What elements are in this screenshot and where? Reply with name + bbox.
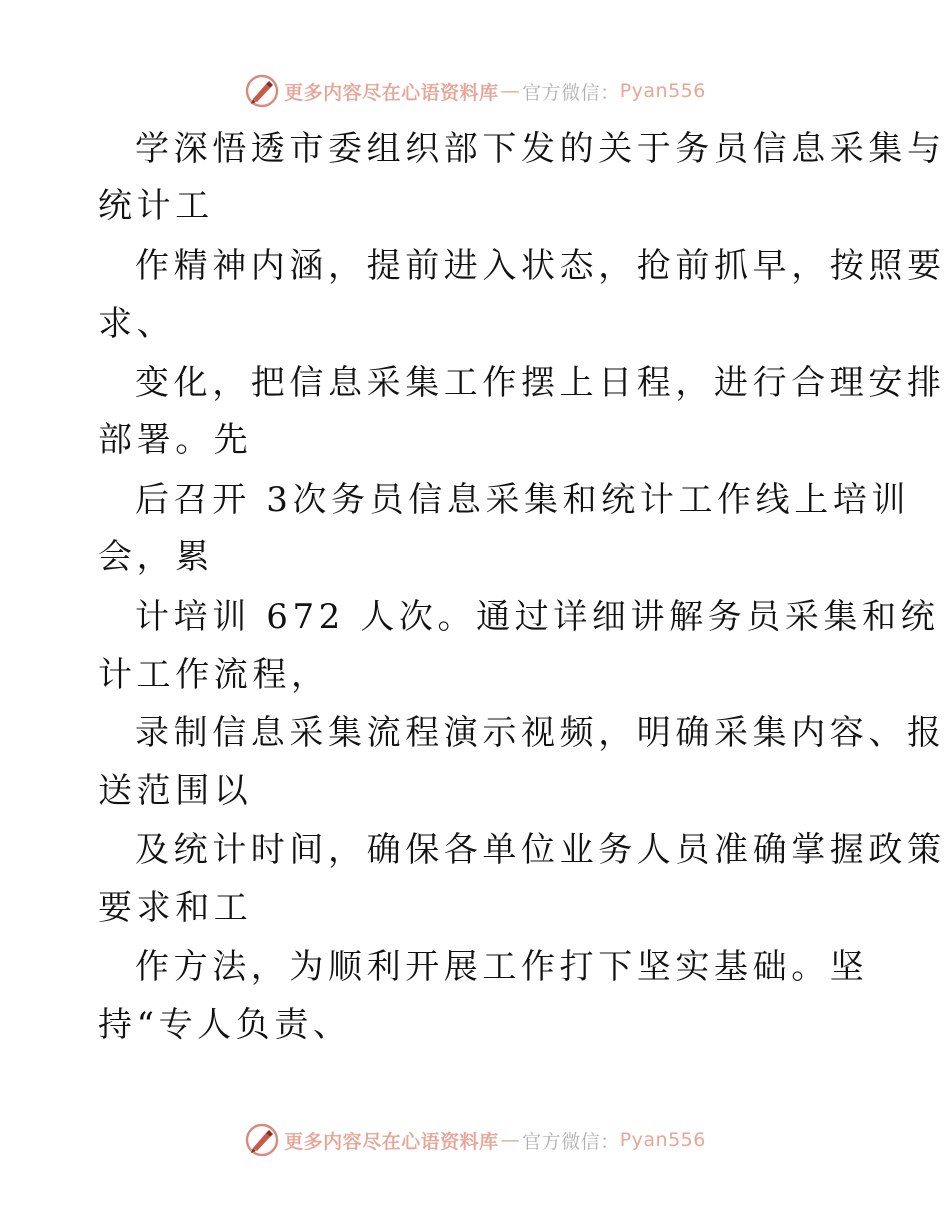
body-line: 作方法，为顺利开展工作打下坚实基础。坚: [135, 947, 869, 987]
watermark-wechat-id: Pyan556: [619, 1129, 706, 1151]
watermark-label: 官方微信：: [522, 81, 620, 104]
watermark-dash: —: [500, 1129, 521, 1151]
body-line: 会，累: [98, 537, 214, 577]
body-line: 后召开 3次务员信息采集和统计工作线上培训: [135, 480, 911, 520]
body-line: 计培训 672 人次。通过详细讲解务员采集和统: [135, 597, 940, 637]
watermark-label: 官方微信：: [522, 1130, 620, 1153]
body-line: 变化，把信息采集工作摆上日程，进行合理安排: [135, 363, 946, 403]
watermark-brand: 更多内容尽在心语资料库: [284, 81, 499, 104]
pen-logo-icon: [244, 73, 280, 109]
body-line: 及统计时间，确保各单位业务人员准确掌握政策: [135, 830, 946, 870]
body-line: 持“专人负责、: [98, 1005, 352, 1045]
body-line: 计工作流程，: [98, 655, 330, 695]
pen-logo-icon: [244, 1122, 280, 1158]
body-line: 统计工: [98, 186, 214, 226]
body-line: 送范围以: [98, 771, 253, 811]
watermark-brand: 更多内容尽在心语资料库: [284, 1130, 499, 1153]
header-watermark: [0, 71, 950, 111]
watermark-wechat-id: Pyan556: [619, 80, 706, 102]
body-line: 求、: [98, 304, 176, 344]
body-line: 部署。先: [98, 420, 253, 460]
footer-watermark: [0, 1120, 950, 1160]
body-line: 学深悟透市委组织部下发的关于务员信息采集与: [135, 129, 946, 169]
body-line: 要求和工: [98, 888, 253, 928]
watermark-dash: —: [500, 80, 521, 102]
body-line: 录制信息采集流程演示视频，明确采集内容、报: [135, 713, 946, 753]
body-line: 作精神内涵，提前进入状态，抢前抓早，按照要: [135, 246, 946, 286]
